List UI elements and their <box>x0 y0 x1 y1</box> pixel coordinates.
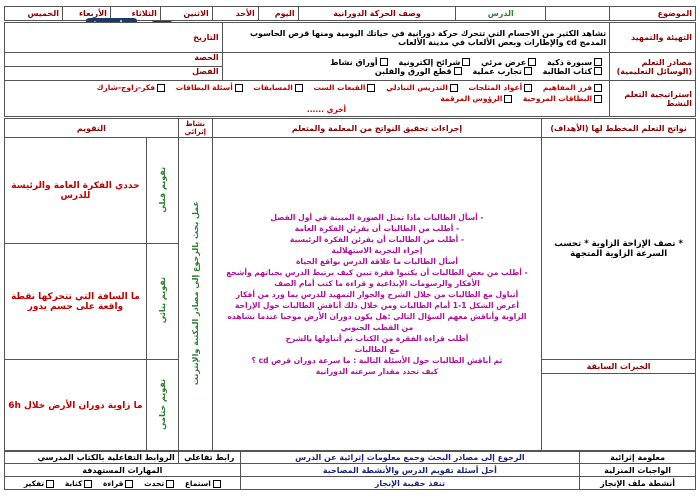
intro-text: تشاهد الكثير من الاجسام التي تتحرك حركة دورانية في حياتك اليومية ومنها قرص الحاسوب المدمج cd والإطارات وبعض الألعاب في مدينة الألعاب <box>222 23 609 53</box>
days-cell-4: الأحد <box>212 7 258 21</box>
subject-label: الموضوع <box>610 7 696 21</box>
resource-item: قطع الورق والقلبن <box>374 66 452 76</box>
strategy-item: فرز المفاهيم <box>542 83 593 92</box>
resources-cell <box>222 53 609 81</box>
eval-text-0: حددي الفكرة العامة والرئيسة للدرس <box>5 138 147 244</box>
extra-info-text: الرجوع إلى مصادر البحث وجمع معلومات إثرائية عن الدرس <box>240 451 579 464</box>
resources-row2 <box>226 67 606 76</box>
skill-item: تفكير <box>23 478 45 488</box>
procedure-line: كيف تحدد مقدار سرعته الدورانية <box>315 367 439 376</box>
homework-label: الواجبات المنزلية <box>580 464 696 477</box>
eval-type-cell-0 <box>146 138 178 244</box>
procedures-cell <box>212 138 541 452</box>
day-label: اليوم <box>258 7 298 21</box>
intro-table <box>4 22 696 117</box>
procedure-line: أتناول مع الطالبات من خلال الشرح والحوار التمهيد للدرس بما ورد من أفكار <box>235 290 519 299</box>
checkbox-icon[interactable] <box>125 480 133 488</box>
link-text: الروابط التفاعلية بالكتاب المدرسي <box>5 451 179 464</box>
skills-label: المهارات المستهدفة <box>5 464 241 477</box>
eval-type-cell-2 <box>146 360 178 452</box>
strategies-label: استراتيجية التعلم النشط <box>610 81 696 117</box>
resource-item: تجارب عملية <box>472 66 522 76</box>
eval-type-cell-1 <box>146 244 178 360</box>
checkbox-icon[interactable] <box>166 480 174 488</box>
intro-label: التهيئة والتمهيد <box>610 23 696 53</box>
checkbox-icon[interactable] <box>84 480 92 488</box>
strategy-item: البطاقات المروحية <box>522 94 593 103</box>
procedure-line: أطلب قراءة الفقرة من الكتاب ثم أتناولها بالشرح <box>285 334 469 343</box>
achievement-text: تنفذ حقيبة الإنجاز <box>240 477 579 490</box>
objectives-header: نواتج التعلم المخطط لها (الأهداف) <box>542 119 696 138</box>
eval-type-0: تقويم قبلي <box>157 166 167 213</box>
resource-item: أوراق نشاط <box>330 57 378 67</box>
date-label: التاريخ <box>193 33 219 42</box>
eval-type-2: تقويم ختامي <box>157 379 167 430</box>
evaluation-header: التقويم <box>5 119 179 138</box>
procedure-line: أسأل الطالبات ما علاقة الدرس بواقع الحياة <box>295 257 458 266</box>
checkbox-icon[interactable] <box>504 95 512 103</box>
checkbox-icon[interactable] <box>295 84 303 92</box>
checkbox-icon[interactable] <box>450 84 458 92</box>
strategy-item: أسئلة البطاقات <box>175 83 233 92</box>
skill-item: كتابة <box>64 478 83 488</box>
resource-item: سبورة ذكية <box>546 57 593 67</box>
enrichment-cell <box>178 138 212 452</box>
procedure-line: ثم أناقش الطالبات حول الأسئلة التالية : ما سرعة دوران قرص cd ؟ <box>251 356 503 365</box>
resource-item: كتاب الطالبة <box>542 66 593 76</box>
checkbox-icon[interactable] <box>454 67 462 75</box>
strategy-item: فكر-زاوج-شارك <box>96 83 156 92</box>
checkbox-icon[interactable] <box>528 58 536 66</box>
resources-row1 <box>226 58 606 67</box>
checkbox-icon[interactable] <box>524 67 532 75</box>
lesson-label: الدرس <box>456 7 546 21</box>
previous-label: الخبرات السابقة <box>542 360 695 374</box>
eval-text-1: ما السافة التي تتحركها نقطة واقعة على جسم يدور <box>5 244 147 360</box>
procedure-line: - أطلب من بعض الطالبات أن يكتبوا فقرة تبين كيف يرتبط الدرس بحياتهم وأشجع الأفكار والرسومات الإبداعية و قراءة ما كتب أمام الصف <box>226 268 528 288</box>
checkbox-icon[interactable] <box>213 480 221 488</box>
procedure-line: مع الطالبات <box>354 345 400 354</box>
strategies-other: أخرى ...... <box>306 105 347 114</box>
checkbox-icon[interactable] <box>367 84 375 92</box>
previous-cell <box>542 360 696 452</box>
enrichment-text: عمل بحث بالرجوع إلى مصادر المكتبة والإنترنت <box>190 201 200 386</box>
extra-info-label: معلومة إثرائية <box>580 451 696 464</box>
strategy-item: القبعات الست <box>313 83 366 92</box>
procedure-line: إجراء التجربة الاستهلالية <box>331 246 423 255</box>
period-label: الحصة <box>5 53 222 67</box>
strategy-item: المسابقات <box>253 83 293 92</box>
class-label: الفصل <box>192 67 219 76</box>
checkbox-icon[interactable] <box>594 84 602 92</box>
eval-text-2: ما زاوية دوران الأرض خلال 6h <box>5 360 147 452</box>
date-cell <box>5 23 223 53</box>
checkbox-icon[interactable] <box>462 58 470 66</box>
eval-type-1: تقويم بنائي <box>157 277 167 324</box>
days-cell-3: الاثنين <box>160 7 212 21</box>
resource-item: عرض مرئي <box>481 57 527 67</box>
checkbox-icon[interactable] <box>594 58 602 66</box>
procedures-header: إجراءات تحقيق النواتج من المعلمة والمتعلم <box>212 119 541 138</box>
skill-item: استماع <box>184 478 211 488</box>
strategy-item: أعواد المثلجات <box>468 83 523 92</box>
footer-table <box>4 450 696 490</box>
strategy-item: التدريس التبادلي <box>386 83 448 92</box>
checkbox-icon[interactable] <box>524 84 532 92</box>
homework-text: أحل أسئلة تقويم الدرس والأنشطة المصاحبة <box>240 464 579 477</box>
procedure-line: - أطلب من الطالبات أن يقرئن الفكرة العامة <box>294 224 460 233</box>
enrichment-header: نشاط إثرائي <box>178 119 212 138</box>
checkbox-icon[interactable] <box>594 95 602 103</box>
resource-item: شرائح إلكترونية <box>398 57 461 67</box>
checkbox-icon[interactable] <box>380 58 388 66</box>
skills-cell <box>5 477 241 490</box>
period-class-cell <box>5 53 223 81</box>
objectives-cell: * تصف الإزاحة الزاوية * تحسب السرعة الزاوية المتجهة <box>542 138 696 360</box>
skill-item: قراءة <box>103 478 124 488</box>
checkbox-icon[interactable] <box>46 480 54 488</box>
strategy-item: الرؤوس المرقمة <box>440 94 503 103</box>
checkbox-icon[interactable] <box>157 84 165 92</box>
days-cell-2: الثلاثاء <box>110 7 160 21</box>
skill-item: تحدث <box>144 478 165 488</box>
procedure-line: أعرض الشكل 1-1 أمام الطالبات ومن خلال ذلك أناقش الطالبات حول الإزاحة الزاوية وأناقش معهم السؤال التالي :هل يكون دوران الأرض موجبا عندما نشاهده من القطب الجنوبي <box>227 301 527 332</box>
checkbox-icon[interactable] <box>594 67 602 75</box>
procedure-line: - أطلب من الطالبات أن يقرئن الفكرة الرئيسية <box>289 235 465 244</box>
link-label: رابط تفاعلي <box>178 451 240 464</box>
strategies-cell <box>5 81 610 117</box>
days-cell-0: الخميس <box>5 7 63 21</box>
main-table <box>4 118 696 452</box>
achievement-label: أنشطة ملف الإنجاز <box>580 477 696 490</box>
procedure-line: - أسأل الطالبات ماذا تمثل الصورة المبينة في أول الفصل <box>270 213 484 222</box>
days-cell-1: الأربعاء <box>62 7 110 21</box>
lesson-title: وصف الحركة الدورانية <box>298 7 456 21</box>
checkbox-icon[interactable] <box>235 84 243 92</box>
resources-label: مصادر التعلم (الوسائل التعليمية) <box>610 53 696 81</box>
